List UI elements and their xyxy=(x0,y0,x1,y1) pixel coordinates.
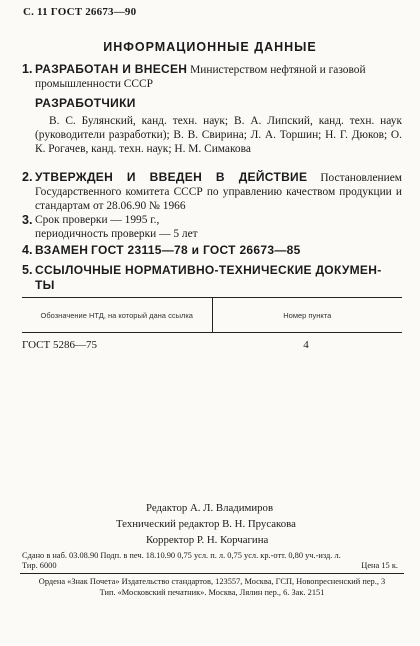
item-3-line-2: периодичность проверки — 5 лет xyxy=(35,228,198,240)
references-table xyxy=(22,297,402,355)
publisher-footer xyxy=(20,577,404,598)
tech-editor-line: Технический редактор В. Н. Прусакова xyxy=(116,518,296,530)
item-1 xyxy=(22,62,402,91)
item-number: 3. xyxy=(22,213,33,227)
developers-list: В. С. Булянский, канд. техн. наук; В. А. Липский, канд. техн. наук (руководители разработки); В. В. Свирина; Л. А. Торшин; Н. Г. Дюков; О. К. Рогачев, канд. техн. наук; Н. М. Симакова xyxy=(35,115,402,155)
imprint-price: Цена 15 к. xyxy=(361,561,398,570)
developers-heading: РАЗРАБОТЧИКИ xyxy=(35,96,136,110)
item-3-line-1: Срок проверки — 1995 г., xyxy=(35,214,160,226)
item-number: 2. xyxy=(22,170,33,184)
item-4 xyxy=(22,243,402,258)
item-4-text: ГОСТ 23115—78 и ГОСТ 26673—85 xyxy=(91,243,301,257)
item-3 xyxy=(22,213,402,241)
item-1-text-a: Министерством нефтяной и газовой xyxy=(190,64,366,76)
item-4-caption: ВЗАМЕН xyxy=(35,243,89,257)
item-number: 4. xyxy=(22,243,33,257)
item-number: 1. xyxy=(22,62,33,76)
cell-document: ГОСТ 5286—75 xyxy=(22,339,97,351)
proofreader-line: Корректор Р. Н. Корчагина xyxy=(146,534,269,546)
item-2-text: Постановлением Государственного комитета СССР по управлению качеством продукции и стандартам от 28.06.90 № 1966 xyxy=(35,172,402,212)
imprint-circulation: Тир. 6000 xyxy=(22,561,57,570)
column-header-document: Обозначение НТД, на который дана ссылка xyxy=(22,298,212,333)
item-2-caption: УТВЕРЖДЕН И ВВЕДЕН В ДЕЙСТВИЕ xyxy=(35,170,308,184)
cell-item: 4 xyxy=(303,339,309,351)
table-row xyxy=(22,333,402,356)
publisher-line-2: Тип. «Московский печатник». Москва, Лялин пер., 6. Зак. 2151 xyxy=(99,587,325,597)
page-header: С. 11 ГОСТ 26673—90 xyxy=(23,6,137,18)
item-1-caption: РАЗРАБОТАН И ВНЕСЕН xyxy=(35,62,188,76)
item-number: 5. xyxy=(22,263,33,277)
editor-line: Редактор А. Л. Владимиров xyxy=(146,502,274,514)
item-5-caption-line-2: ТЫ xyxy=(35,278,55,292)
footer-rule xyxy=(20,573,404,574)
item-5 xyxy=(22,263,402,293)
table-header-row xyxy=(22,298,402,333)
section-title: ИНФОРМАЦИОННЫЕ ДАННЫЕ xyxy=(103,40,317,54)
column-header-item: Номер пункта xyxy=(283,310,332,320)
imprint-line-1: Сдано в наб. 03.08.90 Подп. в печ. 18.10.90 0,75 усл. п. л. 0,75 усл. кр.-отт. 0,80 уч.-изд. л. xyxy=(22,551,341,560)
item-5-caption-line-1: ССЫЛОЧНЫЕ НОРМАТИВНО-ТЕХНИЧЕСКИЕ ДОКУМЕН- xyxy=(35,263,382,277)
publisher-line-1: Ордена «Знак Почета» Издательство стандартов, 123557, Москва, ГСП, Новопресненский пер., 3 xyxy=(38,577,386,586)
item-2 xyxy=(22,170,402,213)
item-1-text-b: промышленности СССР xyxy=(35,78,153,90)
